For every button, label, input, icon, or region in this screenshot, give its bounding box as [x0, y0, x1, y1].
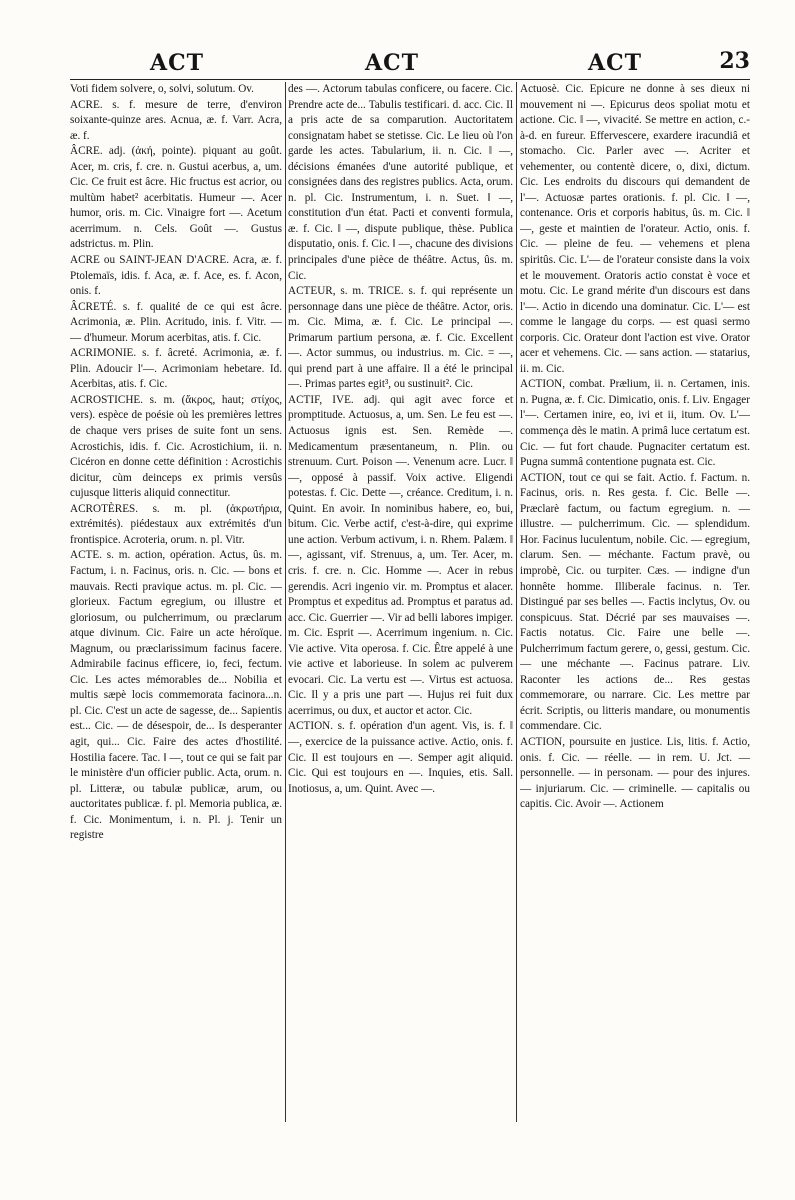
right-column: [520, 82, 750, 1122]
header-rule: [70, 79, 750, 80]
column-divider: [285, 82, 286, 1122]
dictionary-entry: ACROSTICHE. s. m. (ἄκρος, haut; στίχος, vers). espèce de poésie où les premières lettres de chaque vers prises de suite font un sens. Acrostichis, idis. f. Cic. Acrostichium, ii. n. Cicéron en donne cette définition : Acrostichis dicitur, cùm deinceps ex primis versûs cujusque litteris aliquid connectitur.: [70, 393, 282, 500]
dictionary-entry: ACTION, poursuite en justice. Lis, litis. f. Actio, onis. f. Cic. — réelle. — in rem. U. Jct. — personnelle. — in personam. — pour des injures. — injuriarum. Cic. — criminelle. — capitalis ou capitis. Cic. Avoir —. Actionem: [520, 735, 750, 811]
left-column: [70, 82, 282, 1122]
column-divider: [516, 82, 517, 1122]
dictionary-entry: ACTION, combat. Prælium, ii. n. Certamen, inis. n. Pugna, æ. f. Cic. Dimicatio, onis. f. Liv. Engager l'—. Certamen inire, eo, ivi et ii, itum. Ov. L'— commença dès le matin. A primâ luce certatum est. Cic. — fut fort chaude. Pugnaciter certatum est. Pugna summâ contentione pugnata est. Cic.: [520, 378, 750, 469]
dictionary-entry: ACTION, tout ce qui se fait. Actio. f. Factum. n. Facinus, oris. n. Res gesta. f. Cic. Belle —. Præclarè factum, ou factum egregium. n. — illustre. — pulcherrimum. Cic. — splendidum. Hor. Facinus luculentum, nobile. Cic. — egregium, clarum. Sen. — méchante. Factum pravè, ou improbè, Cic. ou turpiter. Cæs. — indigne d'un honnête homme. Illiberale facinus. n. Ter. Distingué par ses belles —. Factis inclytus, Ov. ou conspicuus. Stat. Décrié par ses mauvaises —. Factis notatus. Cic. Faire une belle —. Pulcherrimum factum gerere, o, gessi, gestum. Cic. — une méchante —. Facinus patrare. Liv. Raconter les actions de... Res gestas commemorare, ou narrare. Cic. Les mettre par écrit. Scriptis, ou litteris mandare, ou monumentis commendare. Cic.: [520, 471, 750, 733]
dictionary-entry: ACRE. s. f. mesure de terre, d'environ soixante-quinze ares. Acnua, æ. f. Varr. Acra, æ. f.: [70, 98, 282, 142]
dictionary-entry: ÂCRE. adj. (ἀκή, pointe). piquant au goût. Acer, m. cris, f. cre. n. Gustui acerbus, a, um. Cic. Ce fruit est âcre. Hic fructus est acrior, ou multùm habet² acerbitatis. Humeur —. Acer humor, oris. m. Cic. Vinaigre fort —. Acetum acerrimum. n. Cels. Goût —. Gustus adstrictus. m. Plin.: [70, 145, 282, 251]
middle-column: [288, 82, 513, 1122]
dictionary-entry: ACTE. s. m. action, opération. Actus, ûs. m. Factum, i. n. Facinus, oris. n. Cic. — bons et mauvais. Recti pravique actus. m. pl. Cic. — glorieux. Factum egregium, ou illustre et gloriosum, ou pulcherrimum, ou præclarum atque divinum. Cic. Faire un acte héroïque. Magnum, ou præclarissimum facinus facere. Admirabile facinus efficere, io, feci, fectum. Cic. Les actes mémorables de... Nobilia et multis sæpè locis commemorata facinora...n. pl. Cic. C'est un acte de sagesse, de... Sapientis est... Cic. — de désespoir, de... Is desperanter agit, qui... Cic. Faire des actes d'hostilité. Hostilia facere. Tac. ‖ —, tout ce qui se fait par le ministère d'un officier public. Acta, orum. n. pl. Litteræ, ou tabulæ publicæ, arum, ou auctoritates publicæ. f. pl. Memoria publica, æ. f. Cic. Monimentum, i. n. Pl. j. Tenir un registre: [70, 549, 282, 842]
dictionary-entry: ÂCRETÉ. s. f. qualité de ce qui est âcre. Acrimonia, æ. Plin. Acritudo, inis. f. Vitr. — — d'humeur. Morum acerbitas, atis. f. Cic.: [70, 300, 282, 344]
running-header: [70, 48, 750, 78]
columns-container: [70, 82, 750, 1122]
dictionary-page: [70, 48, 750, 1128]
center-headword: ACT: [365, 50, 419, 76]
dictionary-entry: ACTION. s. f. opération d'un agent. Vis, is. f. ‖ —, exercice de la puissance active. Actio, onis. f. Cic. Il est toujours en —. Semper agit aliquid. Cic. Qui est toujours en —. Inquies, etis. Sall. Inotiosus, a, um. Quint. Avec —.: [288, 720, 513, 795]
right-headword: ACT: [588, 50, 642, 76]
dictionary-entry: ACTIF, IVE. adj. qui agit avec force et promptitude. Actuosus, a, um. Sen. Le feu est —. Actuosus ignis est. Sen. Remède —. Medicamentum præsentaneum, n. Plin. ou strenuum. Curt. Poison —. Venenum acre. Lucr. ‖ —, opposé à passif. Voix active. Eligendi potestas. f. Cic. Dette —, créance. Creditum, i. n. Quint. En avoir. In nominibus habere, eo, bui, bitum. Cic. Verbe actif, c'est-à-dire, qui exprime une action. Verbum activum, i. n. Rhem. Palæm. ‖ —, agissant, vif. Strenuus, a, um. Ter. Acer, m. cris. f. cre. n. Cic. Homme —. Acer in rebus gerendis. Acri ingenio vir. m. Promptus et alacer. Promptus et expeditus ad. Promptus et paratus ad. acc. Cic. Guerrier —. Vir ad belli labores impiger. m. Cic. Esprit —. Acerrimum ingenium. n. Cic. Vie active. Vita operosa. f. Cic. Être appelé à une vie active et laborieuse. In solem ac pulverem evocari. Cic. La vertu est —. Virtus est actuosa. Cic. Il y a pris une part —. Hujus rei fuit dux acerrimus, ou dux, et auctor et actor. Cic.: [288, 393, 513, 717]
dictionary-entry: ACRIMONIE. s. f. âcreté. Acrimonia, æ. f. Plin. Adoucir l'—. Acrimoniam hebetare. Id. Acerbitas, atis. f. Cic.: [70, 347, 282, 391]
dictionary-entry: des —. Actorum tabulas conficere, ou facere. Cic. Prendre acte de... Tabulis testificari. d. acc. Cic. Il a pris acte de sa comparution. Auctoritatem consignatam habet se stetisse. Cic. Le lieu où l'on garde les actes. Tabularium, ii. n. Cic. ‖ —, décisions émanées d'une autorité publique, et consignées dans des registres publics. Acta, orum. n. pl. Cic. Instrumentum, i. n. Suet. ‖ —, constitution d'un état. Pacti et conventi formula, æ. f. Cic. ‖ —, dispute publique, thèse. Publica disputatio, onis. f. Cic. ‖ —, chacune des divisions principales d'une pièce de théâtre. Actus, ûs. m. Cic.: [288, 83, 513, 282]
dictionary-entry: ACTEUR, s. m. TRICE. s. f. qui représente un personnage dans une pièce de théâtre. Actor, oris. m. Cic. Mima, æ. f. Cic. Le principal —. Primarum partium persona, æ. f. Cic. Excellent —. Actor summus, ou industrius. m. Cic. = —, qui prend part à une affaire. Il a été le principal —. Primas partes egit³, ou sustinuit². Cic.: [288, 285, 513, 391]
dictionary-entry: ACROTÈRES. s. m. pl. (ἀκρωτήρια, extrémités). piédestaux aux extrémités d'un frontispice. Acroteria, orum. n. pl. Vitr.: [70, 502, 282, 546]
left-headword: ACT: [150, 50, 204, 76]
page-number: 23: [719, 48, 750, 74]
dictionary-entry: Voti fidem solvere, o, solvi, solutum. Ov.: [70, 83, 254, 95]
dictionary-entry: Actuosè. Cic. Epicure ne donne à ses dieux ni mouvement ni —. Epicurus deos spoliat motu et actione. Cic. ‖ —, vivacité. Se mettre en action, c.-à-d. en fureur. Effervescere, exardere iracundiâ et stomacho. Cic. Parler avec —. Acriter et vehementer, ou contentè dicere, o, dixi, dictum. Cic. Les endroits du discours qui demandent de l'—. Actuosæ partes orationis. f. pl. Cic. ‖ —, contenance. Oris et corporis habitus, ûs. m. Cic. ‖ —, geste et maintien de l'orateur. Actio, onis. f. Cic. — pleine de feu. — vehemens et plena spiritûs. Cic. L'— de l'orateur consiste dans la voix et le mouvement. Oratoris actio constat è voce et motu. Cic. Le grand mérite d'un discours est dans l'—. Actio in dicendo una dominatur. Cic. L'— est comme le langage du corps. — est quasi sermo corporis. Cic. Orateur dont l'action est vive. Orator acer et vehemens. Cic. — sans action. — statarius, ii. m. Cic.: [520, 83, 750, 375]
dictionary-entry: ACRE ou SAINT-JEAN D'ACRE. Acra, æ. f. Ptolemaïs, idis. f. Aca, æ. f. Ace, es. f. Acon, onis. f.: [70, 254, 282, 298]
